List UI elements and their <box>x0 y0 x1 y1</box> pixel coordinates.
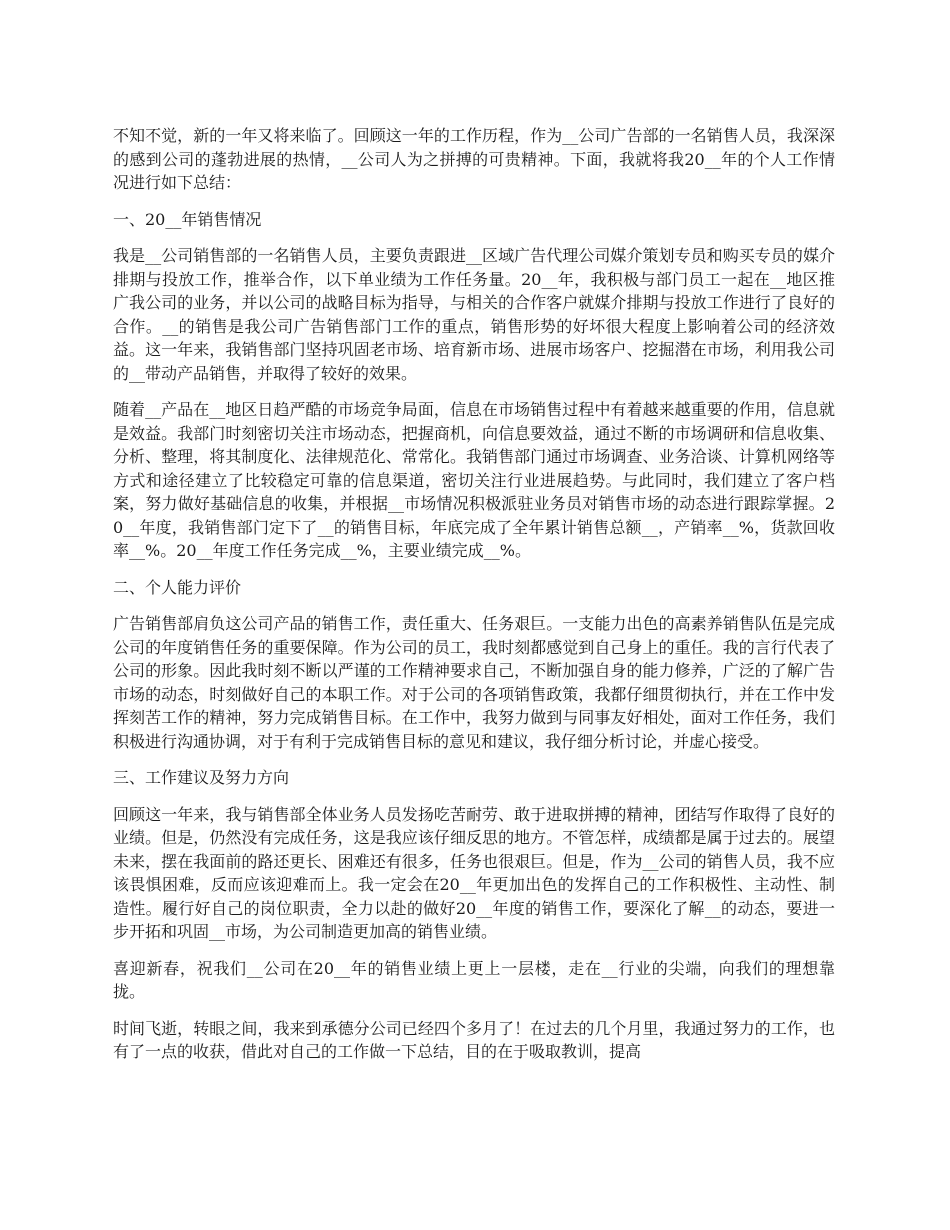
ability-paragraph: 广告销售部肩负这公司产品的销售工作，责任重大、任务艰巨。一支能力出色的高素养销售队伍是完成公司的年度销售任务的重要保障。作为公司的员工，我时刻都感觉到自己身上的重任。我的言行代表了公司的形象。因此我时刻不断以严谨的工作精神要求自己，不断加强自身的能力修养，广泛的了解广告市场的动态，时刻做好自己的本职工作。对于公司的各项销售政策，我都仔细贯彻执行，并在工作中发挥刻苦工作的精神，努力完成销售目标。在工作中，我努力做到与同事友好相处，面对工作任务，我们积极进行沟通协调，对于有利于完成销售目标的意见和建议，我仔细分析讨论，并虚心接受。 <box>113 614 835 751</box>
section-heading-suggestions: 三、工作建议及努力方向 <box>113 768 290 787</box>
new-year-paragraph: 喜迎新春，祝我们__公司在20__年的销售业绩上更上一层楼，走在__行业的尖端，向我们的理想靠拢。 <box>113 958 835 1001</box>
intro-paragraph: 不知不觉，新的一年又将来临了。回顾这一年的工作历程，作为__公司广告部的一名销售人员，我深深的感到公司的蓬勃进展的热情，__公司人为之拼搏的可贵精神。下面，我就将我20__年的个人工作情况进行如下总结： <box>113 126 835 192</box>
document-body <box>113 124 835 1077</box>
section-heading-sales: 一、20__年销售情况 <box>113 209 262 229</box>
section-heading-ability: 二、个人能力评价 <box>113 577 242 597</box>
sales-paragraph-2: 随着__产品在__地区日趋严酷的市场竞争局面，信息在市场销售过程中有着越来越重要的作用，信息就是效益。我部门时刻密切关注市场动态，把握商机，向信息要效益，通过不断的市场调研和信息收集、分析、整理，将其制度化、法律规范化、常常化。我销售部门通过市场调查、业务洽谈、计算机网络等方式和途径建立了比较稳定可靠的信息渠道，密切关注行业进展趋势。与此同时，我们建立了客户档案，努力做好基础信息的收集，并根据__市场情况积极派驻业务员对销售市场的动态进行跟踪掌握。20__年度，我销售部门定下了__的销售目标，年底完成了全年累计销售总额__，产销率__%，货款回收率__%。20__年度工作任务完成__%，主要业绩完成__%。 <box>113 400 835 560</box>
sales-paragraph-1: 我是__公司销售部的一名销售人员，主要负责跟进__区域广告代理公司媒介策划专员和购买专员的媒介排期与投放工作，推举合作，以下单业绩为工作任务量。20__年，我积极与部门员工一起在__地区推广我公司的业务，并以公司的战略目标为指导，与相关的合作客户就媒介排期与投放工作进行了良好的合作。__的销售是我公司广告销售部门工作的重点，销售形势的好坏很大程度上影响着公司的经济效益。这一年来，我销售部门坚持巩固老市场、培育新市场、进展市场客户、挖掘潜在市场，利用我公司的__带动产品销售，并取得了较好的效果。 <box>113 246 835 383</box>
suggestions-paragraph: 回顾这一年来，我与销售部全体业务人员发扬吃苦耐劳、敢于进取拼搏的精神，团结写作取得了良好的业绩。但是，仍然没有完成任务，这是我应该仔细反思的地方。不管怎样，成绩都是属于过去的。展望未来，摆在我面前的路还更长、困难还有很多，任务也很艰巨。但是，作为__公司的销售人员，我不应该畏惧困难，反而应该迎难而上。我一定会在20__年更加出色的发挥自己的工作积极性、主动性、制造性。履行好自己的岗位职责，全力以赴的做好20__年度的销售工作，要深化了解__的动态，要进一步开拓和巩固__市场，为公司制造更加高的销售业绩。 <box>113 804 835 941</box>
closing-paragraph: 时间飞逝，转眼之间，我来到承德分公司已经四个多月了！在过去的几个月里，我通过努力的工作，也有了一点的收获，借此对自己的工作做一下总结，目的在于吸取教训，提高 <box>113 1018 835 1061</box>
